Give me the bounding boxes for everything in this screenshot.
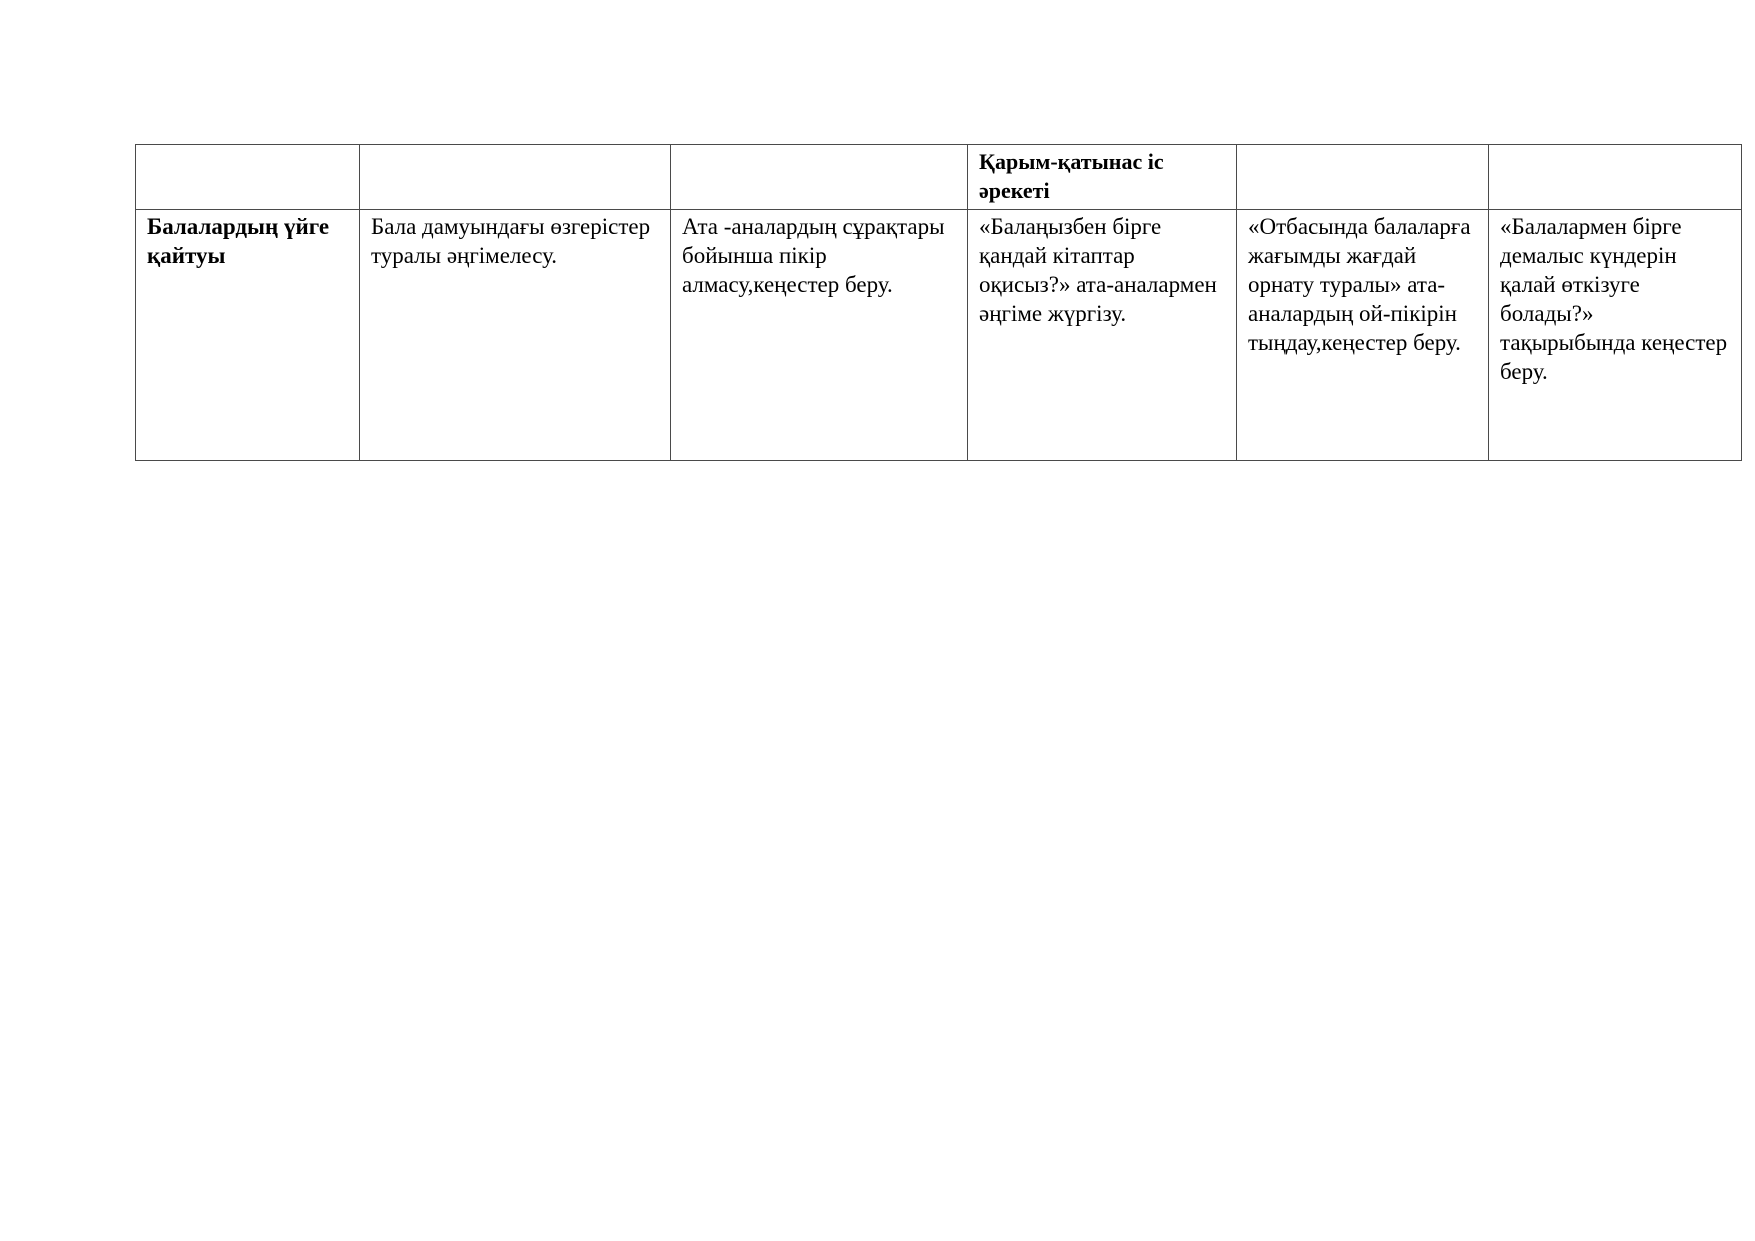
header-cell-2 <box>360 145 671 210</box>
header-cell-6 <box>1489 145 1742 210</box>
header-cell-3 <box>671 145 968 210</box>
table-cell: Ата -аналардың сұрақтары бойынша пікір алмасу,кеңестер беру. <box>671 210 968 461</box>
activity-name-cell <box>136 210 360 461</box>
activity-plan-table <box>135 144 1742 461</box>
table-cell: «Балаңызбен бірге қандай кітаптар оқисыз?» ата-аналармен әңгіме жүргізу. <box>968 210 1237 461</box>
header-cell-1 <box>136 145 360 210</box>
table-cell: «Отбасында балаларға жағымды жағдай орнату туралы» ата-аналардың ой-пікірін тыңдау,кеңестер беру. <box>1237 210 1489 461</box>
communication-activity-heading: Қарым-қатынас іс әрекеті <box>979 149 1164 203</box>
header-cell-communication-activity <box>968 145 1237 210</box>
activity-name: Балалардың үйге қайтуы <box>147 214 330 268</box>
table-row <box>136 145 1742 210</box>
table-cell: «Балалармен бірге демалыс күндерін қалай өткізуге болады?» тақырыбында кеңестер беру. <box>1489 210 1742 461</box>
header-cell-5 <box>1237 145 1489 210</box>
table-row <box>136 210 1742 461</box>
table-cell: Бала дамуындағы өзгерістер туралы әңгімелесу. <box>360 210 671 461</box>
